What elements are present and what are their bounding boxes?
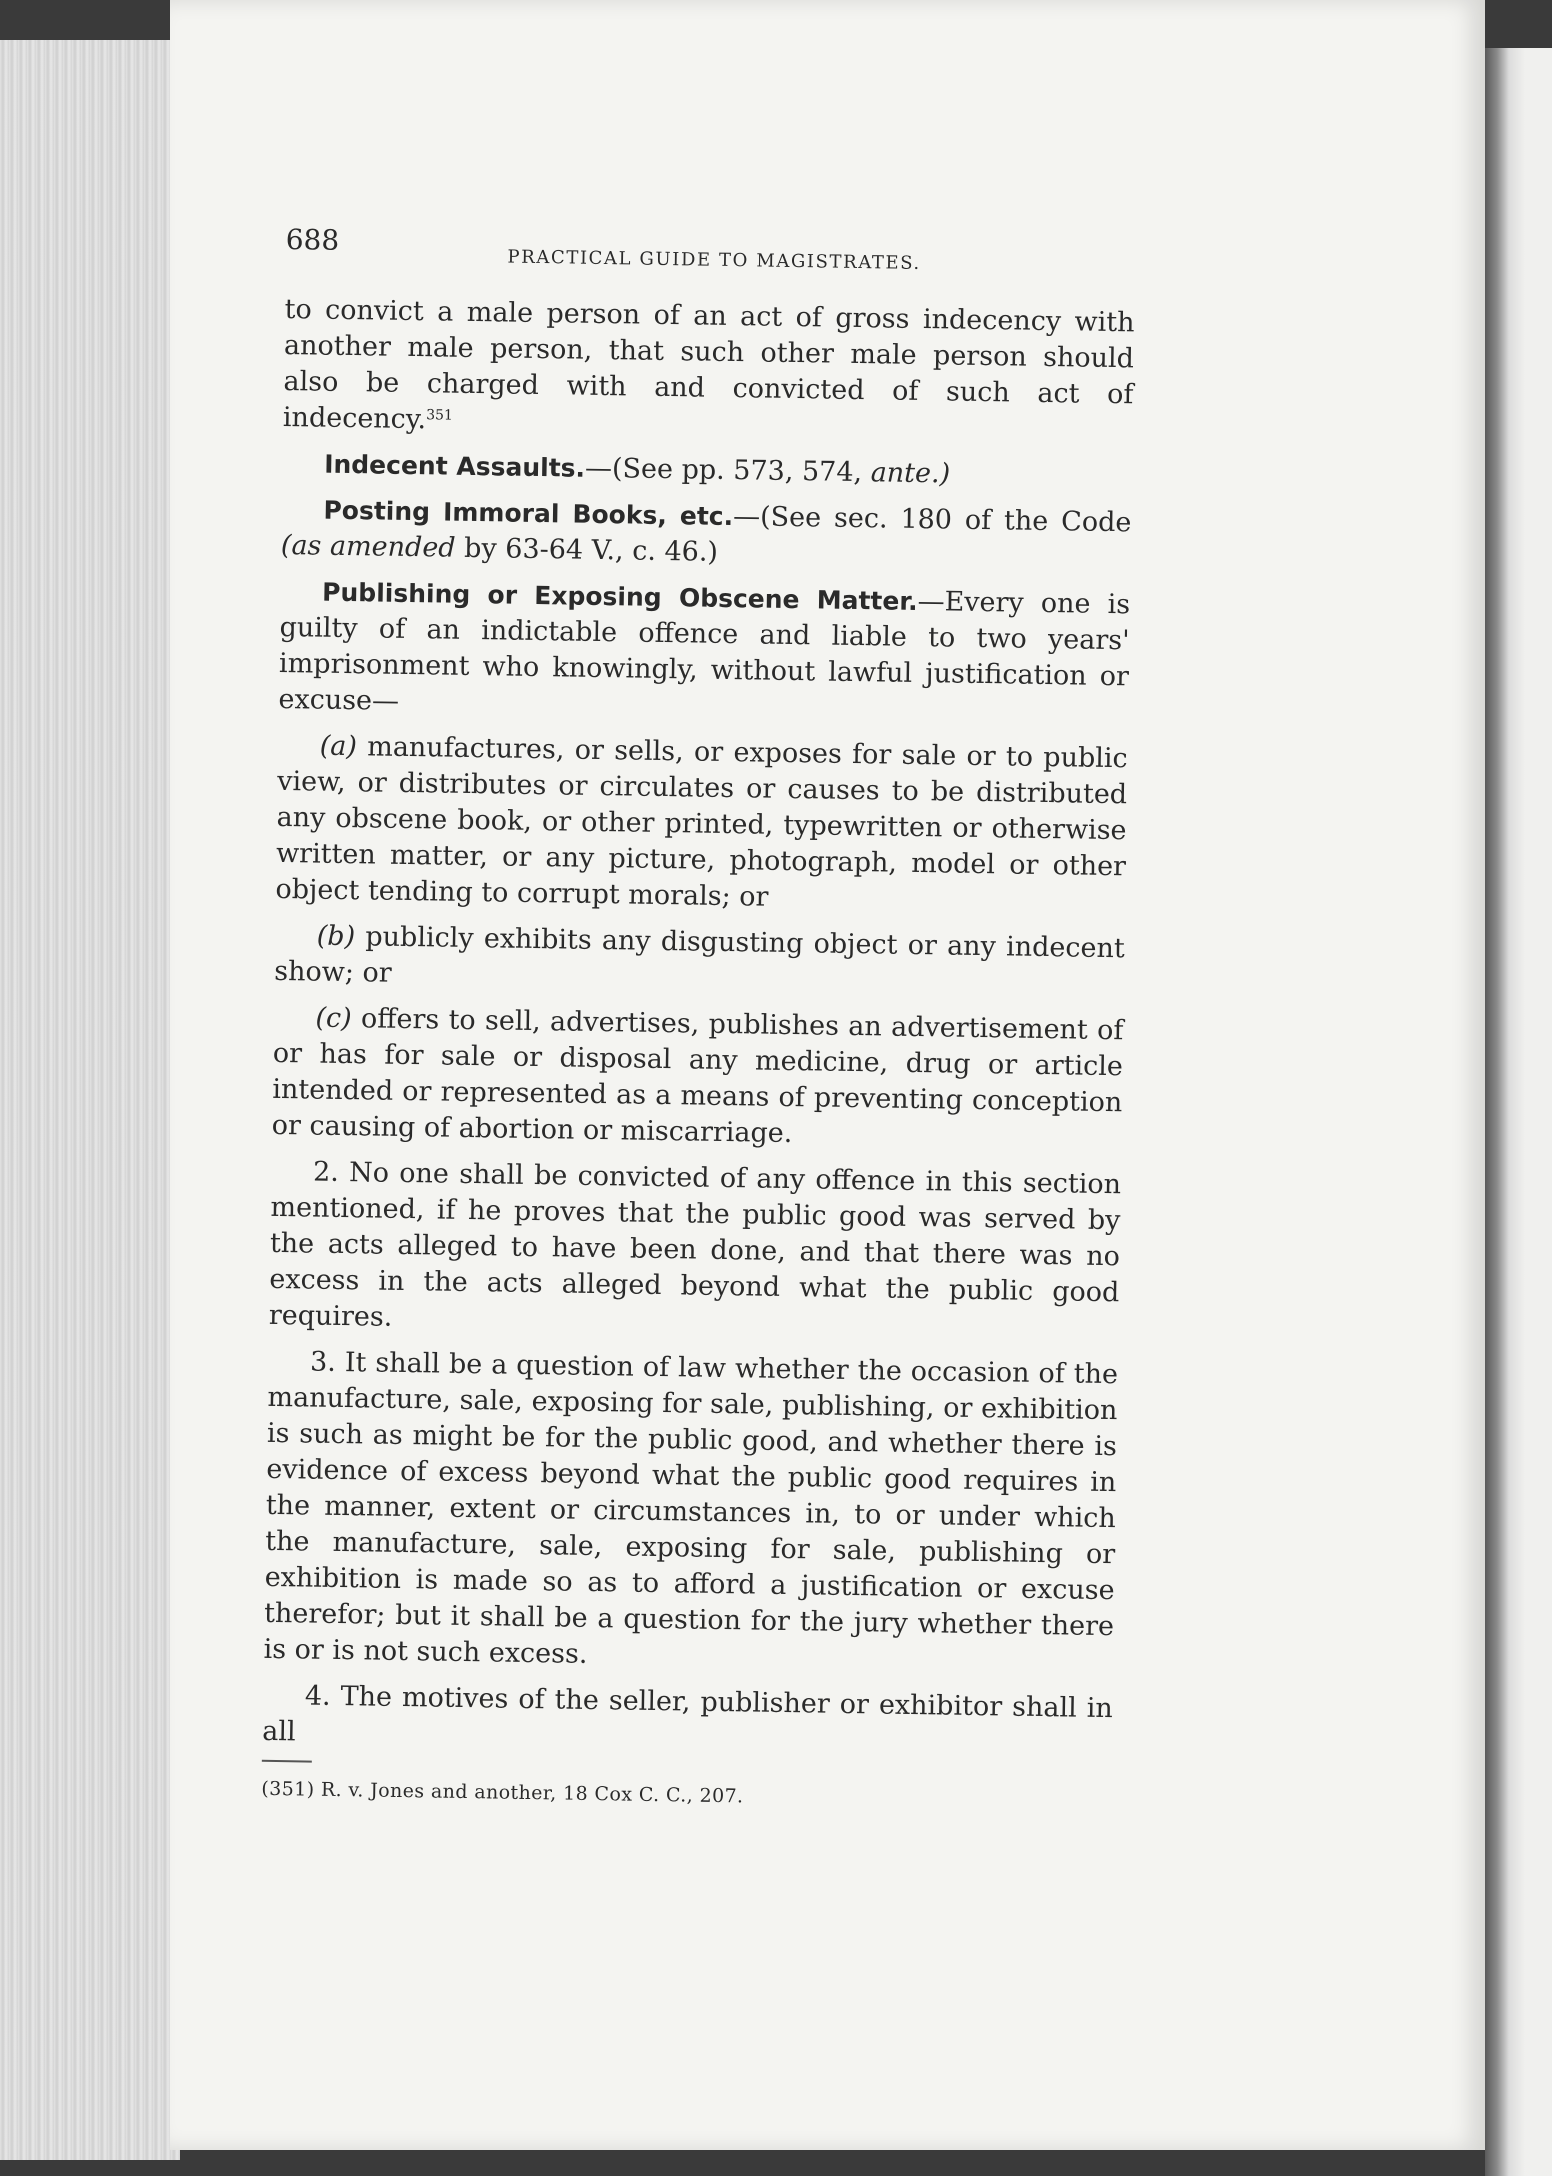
next-page-edge (1485, 48, 1552, 2176)
page-edges-left (0, 40, 180, 2160)
list-item-label: (a) (319, 730, 358, 763)
section-heading-indecent-assaults: Indecent Assaults. (323, 449, 586, 483)
clause-3: 3. It shall be a question of law whether the occasion of the manufacture, sale, exposing for sale, publishing, or exhibition is such as might be for the public good, and whether there is evidence of excess beyond what the public good requires in the manner, extent or circumstances in, to or under which the manufacture, sale, exposing for sale, publishing or exhibition is made so as to afford a justification or excuse therefor; but it shall be a question for the jury whether there is or is not such excess. (263, 1346, 1119, 1670)
italic-text: ante.) (870, 457, 951, 490)
paragraph-gross-indecency (283, 292, 1135, 449)
footnote-reference: 351 (426, 407, 453, 424)
page-content (261, 222, 1136, 1825)
paragraph-text: —(See sec. 180 of the Code (732, 501, 1132, 539)
running-head: PRACTICAL GUIDE TO MAGISTRATES. (507, 246, 922, 274)
page-number: 688 (285, 222, 340, 257)
list-item-label: (b) (316, 920, 356, 953)
list-item-a (275, 728, 1128, 921)
paragraph-posting-immoral-books (281, 492, 1132, 577)
paragraph-indecent-assaults (282, 446, 1132, 495)
footnote: (351) R. v. Jones and another, 18 Cox C. C., 207. (261, 1777, 744, 1808)
paragraph-text: by 63-64 V., c. 46.) (455, 532, 719, 568)
paragraph-publishing-obscene-matter (278, 574, 1130, 731)
list-item-label: (c) (315, 1002, 352, 1035)
list-item-text: offers to sell, advertises, publishes an advertisement of or has for sale or disposal any medicine, drug or article intended or represented as a means of preventing conception or causing of abortion or miscarriage. (271, 1003, 1124, 1150)
clause-2: 2. No one shall be convicted of any offence in this section mentioned, if he proves that the public good was served by the acts alleged to have been done, and that there was no excess in the acts alleged beyond what the public good requires. (268, 1156, 1122, 1333)
list-item-b (274, 918, 1125, 1003)
clause-4: 4. The motives of the seller, publisher or exhibitor shall in all (262, 1680, 1113, 1748)
footnote-divider (262, 1760, 312, 1763)
list-item-text: publicly exhibits any disgusting object or any indecent show; or (273, 921, 1125, 989)
section-heading-publishing-obscene-matter: Publishing or Exposing Obscene Matter. (321, 577, 918, 616)
paragraph-text: to convict a male person of an act of gross indecency with another male person, that such other male person should also be charged with and convicted of such act of indecency. (282, 293, 1135, 436)
list-item-c (272, 1000, 1124, 1157)
page-header (285, 222, 1136, 305)
italic-text: (as amended (280, 529, 456, 564)
paragraph-text: —Every one is guilty of an indictable offence and liable to two years' imprisonment who knowingly, without lawful justification or excuse— (278, 585, 1131, 717)
paragraph-text: —(See pp. 573, 574, (584, 452, 871, 489)
list-item-text: manufactures, or sells, or exposes for sale or to public view, or distributes or circulates or causes to be distributed any obscene book, or other printed, typewritten or otherwise written matter, or any picture, photograph, model or other object tending to corrupt morals; or (275, 731, 1128, 913)
section-heading-posting-immoral-books: Posting Immoral Books, etc. (323, 495, 734, 532)
